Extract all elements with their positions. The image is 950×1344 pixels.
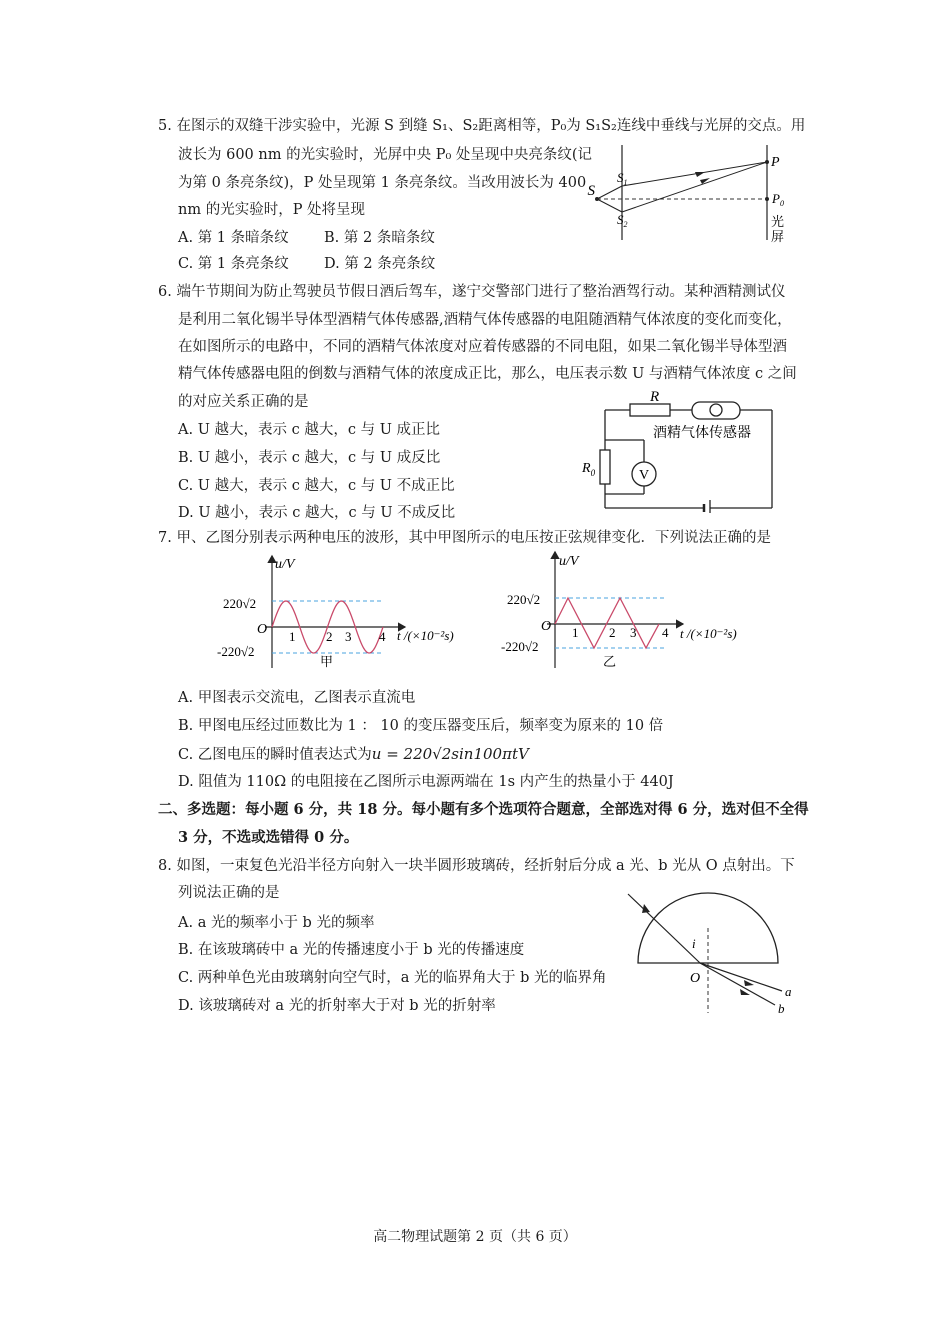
- graph-yi-ymin: -220√2: [501, 639, 539, 654]
- graph-yi-ymax: 220√2: [507, 592, 541, 607]
- ray-b-label: b: [778, 1001, 785, 1016]
- q8-stem-line-2: 列说法正确的是: [178, 885, 280, 901]
- graph-yi-tick-3: 3: [630, 625, 637, 640]
- graph-jia-tick-2: 2: [326, 629, 333, 644]
- graph-yi-tick-4: 4: [662, 625, 669, 640]
- breathalyzer-circuit-diagram: [580, 388, 780, 513]
- q5-stem-line-1: 5. 在图示的双缝干涉实验中，光源 S 到缝 S₁、S₂距离相等，P₀为 S₁S₂连线中垂线与光屏的交点。用: [158, 118, 806, 134]
- page-footer: 高二物理试题第 2 页（共 6 页）: [373, 1229, 577, 1245]
- graph-jia-caption: 甲: [320, 654, 334, 669]
- graph-yi: [501, 552, 737, 669]
- q7-option-c-prefix: C. 乙图电压的瞬时值表达式为: [178, 747, 372, 763]
- graph-yi-xlabel: t /(×10⁻²s): [680, 626, 737, 641]
- graph-yi-tick-1: 1: [572, 625, 579, 640]
- q7-option-b: B. 甲图电压经过匝数比为 1 ： 10 的变压器变压后，频率变为原来的 10 倍: [178, 718, 664, 734]
- graph-jia-ylabel: u/V: [275, 557, 295, 572]
- q5-option-c: C. 第 1 条亮条纹: [178, 256, 289, 272]
- source-s-label: S: [587, 183, 595, 199]
- q6-stem-line-2: 是利用二氧化锡半导体型酒精气体传感器,酒精气体传感器的电阻随酒精气体浓度的变化而变化，: [178, 312, 792, 328]
- q5-stem-line-2: 波长为 600 nm 的光实验时，光屏中央 P₀ 处呈现中央亮条纹(记: [178, 147, 593, 163]
- slit-s1-label: $S_1$: [617, 170, 628, 187]
- angle-i-label: i: [692, 936, 696, 951]
- q7-option-d: D. 阻值为 110Ω 的电阻接在乙图所示电源两端在 1s 内产生的热量小于 440J: [178, 774, 674, 790]
- q6-stem-line-4: 精气体传感器电阻的倒数与酒精气体的浓度成正比，那么，电压表示数 U 与酒精气体浓度 c 之间: [178, 366, 797, 382]
- q7-stem: 7. 甲、乙图分别表示两种电压的波形，其中甲图所示的电压按正弦规律变化．下列说法正确的是: [158, 530, 771, 546]
- point-p0-label: $P_0$: [772, 191, 784, 208]
- screen-label-2: 屏: [771, 229, 785, 244]
- slit-s2-label: $S_2$: [617, 212, 628, 229]
- q5-option-a: A. 第 1 条暗条纹: [178, 230, 289, 246]
- graph-yi-tick-2: 2: [609, 625, 616, 640]
- ray-a-label: a: [785, 984, 792, 999]
- resistor-r-label: R: [650, 389, 660, 405]
- voltmeter-label: V: [638, 468, 650, 483]
- point-p-label: P: [771, 155, 780, 170]
- q6-stem-line-5: 的对应关系正确的是: [178, 394, 309, 410]
- q8-option-a: A. a 光的频率小于 b 光的频率: [178, 915, 375, 931]
- semicircle-refraction-diagram: [620, 888, 800, 1018]
- q6-stem-line-3: 在如图所示的电路中，不同的酒精气体浓度对应着传感器的不同电阻，如果二氧化锡半导体型酒: [178, 339, 787, 355]
- q8-option-b: B. 在该玻璃砖中 a 光的传播速度小于 b 光的传播速度: [178, 942, 525, 958]
- q7-option-c: [178, 744, 529, 765]
- point-o-label: O: [690, 971, 701, 986]
- q6-option-d: D. U 越小，表示 c 越大，c 与 U 不成反比: [178, 505, 456, 521]
- q6-stem-line-1: 6. 端午节期间为防止驾驶员节假日酒后驾车，遂宁交警部门进行了整治酒驾行动。某种酒精测试仪: [158, 284, 786, 300]
- q5-stem-line-3: 为第 0 条亮条纹)，P 处呈现第 1 条亮条纹。当改用波长为 400: [178, 175, 587, 191]
- sensor-label: 酒精气体传感器: [653, 426, 751, 441]
- q8-option-d: D. 该玻璃砖对 a 光的折射率大于对 b 光的折射率: [178, 998, 496, 1014]
- graph-jia-tick-4: 4: [379, 629, 386, 644]
- graph-jia-origin: O: [257, 622, 268, 637]
- q7-option-c-formula: u = 220√2sin100πtV: [371, 745, 529, 763]
- graph-jia-ymax: 220√2: [223, 596, 257, 611]
- graph-jia-tick-1: 1: [289, 629, 296, 644]
- voltage-waveform-graphs: [205, 548, 765, 673]
- graph-yi-origin: O: [541, 619, 552, 634]
- q5-option-d: D. 第 2 条亮条纹: [324, 256, 436, 272]
- graph-yi-ylabel: u/V: [559, 554, 579, 569]
- graph-jia-tick-3: 3: [345, 629, 352, 644]
- graph-jia-xlabel: t /(×10⁻²s): [397, 628, 454, 643]
- resistor-r0-label: $R_0$: [582, 461, 596, 478]
- graph-jia: [217, 556, 454, 669]
- q8-option-c: C. 两种单色光由玻璃射向空气时，a 光的临界角大于 b 光的临界角: [178, 970, 607, 986]
- double-slit-diagram: [585, 140, 800, 250]
- q6-option-b: B. U 越小，表示 c 越大，c 与 U 成反比: [178, 450, 441, 466]
- q8-stem-line-1: 8. 如图，一束复色光沿半径方向射入一块半圆形玻璃砖，经折射后分成 a 光、b 光从 O 点射出。下: [158, 858, 795, 874]
- q6-option-a: A. U 越大，表示 c 越大，c 与 U 成正比: [178, 422, 441, 438]
- graph-jia-ymin: -220√2: [217, 644, 255, 659]
- q5-stem-line-4: nm 的光实验时，P 处将呈现: [178, 202, 366, 218]
- q5-option-b: B. 第 2 条暗条纹: [324, 230, 435, 246]
- section-2-heading-line-2: 3 分，不选或选错得 0 分。: [178, 829, 359, 846]
- graph-yi-caption: 乙: [603, 654, 617, 669]
- q6-option-c: C. U 越大，表示 c 越大，c 与 U 不成正比: [178, 478, 455, 494]
- section-2-heading-line-1: 二、多选题：每小题 6 分，共 18 分。每小题有多个选项符合题意，全部选对得 6 分，选对但不全得: [158, 801, 809, 818]
- screen-label-1: 光: [771, 214, 785, 229]
- triangle-wave-curve: [555, 598, 659, 648]
- q7-option-a: A. 甲图表示交流电，乙图表示直流电: [178, 690, 416, 706]
